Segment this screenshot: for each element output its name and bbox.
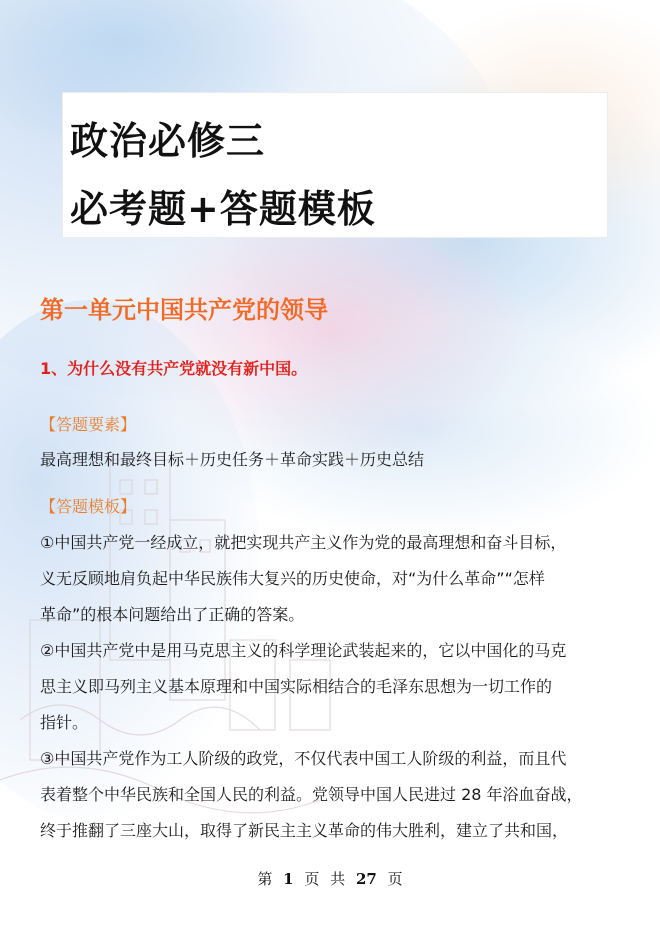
template-line: 思主义即马列主义基本原理和中国实际相结合的毛泽东思想为一切工作的 <box>40 677 553 696</box>
template-line: 终于推翻了三座大山，取得了新民主主义革命的伟大胜利，建立了共和国， <box>40 821 569 840</box>
unit-heading: 第一单元中国共产党的领导 <box>40 296 328 324</box>
template-line: 义无反顾地肩负起中华民族伟大复兴的历史使命，对“为什么革命”“怎样 <box>40 569 545 588</box>
template-line: 表着整个中华民族和全国人民的利益。党领导中国人民进过 28 年浴血奋战， <box>40 785 583 804</box>
answer-elements-label: 【答题要素】 <box>40 415 137 434</box>
document-title-line-1: 政治必修三 <box>70 119 266 163</box>
template-line: 指针。 <box>40 713 89 732</box>
answer-elements-text: 最高理想和最终目标＋历史任务＋革命实践＋历史总结 <box>40 450 425 469</box>
total-page-count: 27 <box>355 870 377 888</box>
template-line: ③中国共产党作为工人阶级的政党，不仅代表中国工人阶级的利益，而且代 <box>40 749 567 768</box>
current-page-number: 1 <box>283 870 294 888</box>
document-title-line-2: 必考题+答题模板 <box>70 187 376 231</box>
footer-prefix: 第 <box>257 870 273 888</box>
page-footer <box>0 868 660 889</box>
answer-template-label: 【答题模板】 <box>40 497 137 516</box>
footer-middle: 页 共 <box>304 870 346 888</box>
template-line: ①中国共产党一经成立，就把实现共产主义作为党的最高理想和奋斗目标， <box>40 533 567 552</box>
question-heading: 1、为什么没有共产党就没有新中国。 <box>40 359 308 378</box>
template-line: ②中国共产党中是用马克思主义的科学理论武装起来的，它以中国化的马克 <box>40 641 567 660</box>
template-line: 革命”的根本问题给出了正确的答案。 <box>40 605 305 624</box>
footer-suffix: 页 <box>387 870 403 888</box>
